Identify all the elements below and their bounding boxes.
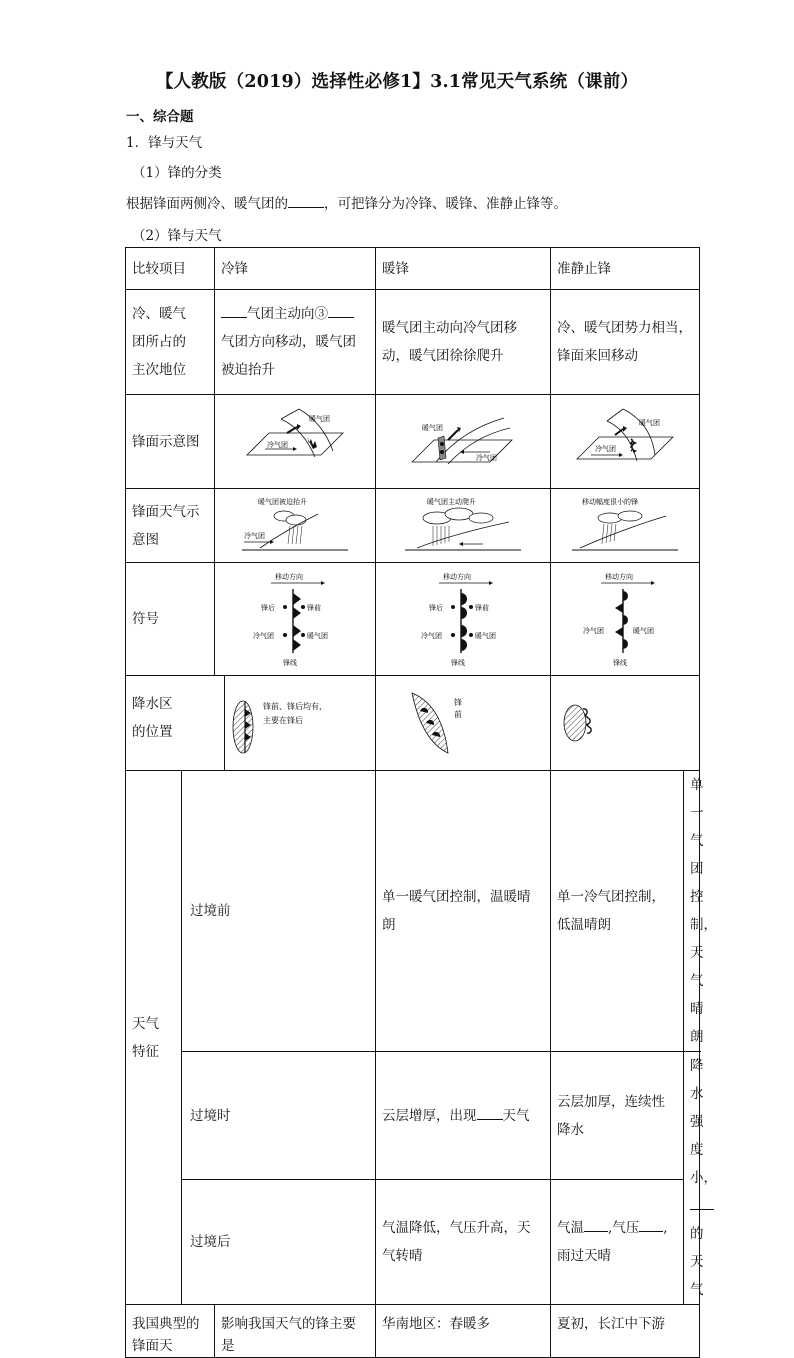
warm-front-symbol — [413, 567, 513, 671]
sub-label: 过境后 — [182, 1180, 376, 1305]
cold-mass-label: 冷气团 — [595, 444, 616, 453]
warm-after-cell — [551, 1180, 684, 1305]
cold-front-diagram-cell — [215, 395, 376, 489]
precip-note: 锋 — [454, 698, 462, 707]
table-row — [126, 489, 700, 563]
table-row — [126, 248, 700, 290]
cold-mass-label: 冷气团 — [253, 632, 274, 640]
row-label: 我国典型的锋面天 — [126, 1305, 215, 1358]
header-cell: 暖锋 — [376, 248, 551, 290]
warm-mass-label: 暖气团 — [633, 627, 654, 635]
cell-text: 低温晴朗 — [557, 917, 611, 933]
diagram-caption: 暖气团主动爬升 — [427, 497, 476, 506]
warm-front-diagram-cell — [376, 395, 551, 489]
subquestion-1: （1）锋的分类 — [132, 165, 222, 181]
sentence-part: ，可把锋分为冷锋、暖锋、准静止锋等。 — [324, 196, 567, 212]
front-label: 锋前 — [475, 604, 489, 612]
cell-text: 锋面来回移动 — [557, 348, 638, 364]
stationary-front-weather-diagram-cell — [551, 489, 700, 563]
front-line-label: 锋线 — [451, 659, 465, 667]
stationary-front-weather-diagram — [570, 494, 680, 558]
cold-front-weather-diagram-cell — [215, 489, 376, 563]
answer-blank[interactable] — [477, 1107, 503, 1120]
header-cell: 冷锋 — [215, 248, 376, 290]
cold-during-cell — [376, 1052, 551, 1180]
answer-blank[interactable] — [221, 305, 247, 318]
cold-mass-label: 冷气团 — [421, 632, 442, 640]
front-classification-sentence — [126, 192, 567, 212]
cold-front-position-cell — [215, 290, 376, 395]
cell-text: 降水 — [557, 1121, 584, 1138]
stationary-typical-cell: 夏初，长江中下游 — [551, 1305, 700, 1358]
stationary-front-diagram-cell — [551, 395, 700, 489]
front-label: 锋前 — [307, 604, 321, 612]
cold-front-precip-cell — [225, 676, 375, 770]
diagram-caption: 暖气团被迫抬升 — [258, 497, 307, 506]
stationary-front-symbol — [575, 567, 675, 671]
stationary-front-precip-diagram — [557, 693, 597, 753]
table-row — [126, 1052, 700, 1180]
cell-text: 单一冷气团控制， — [557, 889, 665, 905]
cold-front-symbol — [245, 567, 345, 671]
answer-blank[interactable] — [690, 1197, 714, 1210]
precip-note: 主要在锋后 — [263, 716, 303, 725]
label-line: 特征 — [132, 1043, 159, 1060]
cell-text: , — [663, 1220, 668, 1237]
behind-label: 锋后 — [261, 604, 275, 612]
warm-front-precip-diagram — [398, 683, 528, 763]
warm-front-diagram — [408, 402, 518, 482]
row-label — [126, 290, 215, 395]
warm-front-weather-diagram-cell — [376, 489, 551, 563]
warm-front-symbol-cell — [376, 563, 551, 676]
cell-text: ,气压 — [608, 1220, 640, 1237]
row-label: 锋面示意图 — [126, 395, 215, 489]
answer-blank[interactable] — [288, 195, 324, 208]
header-cell: 比较项目 — [126, 248, 215, 290]
precip-row-label-and-cold — [126, 676, 376, 771]
label-line: 锋面天气示 — [132, 503, 200, 520]
warm-mass-label: 暖气团 — [309, 414, 330, 423]
warm-mass-label: 暖气团 — [639, 418, 660, 427]
warm-front-position-cell — [376, 290, 551, 395]
cell-text: 气温降低，气压升高，天 — [382, 1220, 531, 1237]
cold-front-diagram — [245, 403, 345, 481]
cell-text: 降水强度小， — [690, 1058, 717, 1186]
label-line: 主次地位 — [132, 362, 186, 378]
stationary-before-cell — [684, 771, 717, 1052]
label-line: 意图 — [132, 531, 159, 548]
cold-mass-label: 冷气团 — [583, 627, 604, 635]
cell-text: 动，暖气团徐徐爬升 — [382, 348, 504, 364]
cell-text: 制，天气晴朗 — [690, 917, 717, 1045]
header-cell: 准静止锋 — [551, 248, 700, 290]
stationary-front-diagram — [575, 403, 675, 481]
warm-front-precip-cell — [376, 676, 551, 771]
cold-mass-label: 冷气团 — [476, 453, 497, 462]
row-label — [126, 676, 225, 770]
cold-front-weather-diagram — [240, 494, 350, 558]
cold-typical-cell: 影响我国天气的锋主要是 — [215, 1305, 376, 1358]
cold-mass-label: 冷气团 — [244, 531, 265, 540]
row-label — [126, 771, 182, 1305]
stationary-during-cell — [684, 1052, 717, 1305]
move-direction-label: 移动方向 — [275, 573, 303, 581]
table-row — [126, 771, 700, 1052]
label-line: 天气 — [132, 1015, 159, 1032]
section-heading: 一、综合题 — [126, 109, 194, 125]
stationary-front-precip-cell — [551, 676, 700, 771]
cell-text: 朗 — [382, 917, 396, 933]
stationary-front-position-cell — [551, 290, 700, 395]
behind-label: 锋后 — [429, 604, 443, 612]
warm-during-cell — [551, 1052, 684, 1180]
cell-text: 气团方向移动，暖气团 — [221, 334, 356, 350]
warm-mass-label: 暖气团 — [475, 632, 496, 640]
label-line: 降水区 — [132, 696, 173, 712]
cold-mass-label: 冷气团 — [267, 440, 288, 449]
cell-text: 天气 — [502, 1107, 530, 1124]
cell-text: 气温 — [557, 1220, 584, 1237]
cold-front-precip-diagram — [225, 683, 375, 763]
cell-text: 暖气团主动向冷气团移 — [382, 320, 517, 336]
stationary-front-symbol-cell — [551, 563, 700, 676]
cell-text: 的天气 — [690, 1226, 704, 1298]
warm-front-weather-diagram — [403, 494, 523, 558]
subquestion-2: （2）锋与天气 — [132, 228, 222, 244]
answer-blank[interactable] — [584, 1219, 608, 1232]
cell-text: 云层增厚，出现 — [382, 1107, 477, 1124]
cell-text: 气转晴 — [382, 1248, 423, 1265]
label-line: 团所占的 — [132, 334, 186, 350]
table-row — [126, 563, 700, 676]
answer-blank[interactable] — [328, 305, 354, 318]
cell-text: 冷、暖气团势力相当， — [557, 320, 692, 336]
front-line-label: 锋线 — [613, 659, 627, 667]
cold-front-symbol-cell — [215, 563, 376, 676]
table-row — [126, 1305, 700, 1358]
diagram-caption: 移动幅度很小的锋 — [582, 497, 638, 506]
front-line-label: 锋线 — [283, 659, 297, 667]
page-title: 【人教版（2019）选择性必修1】3.1常见天气系统（课前） — [155, 72, 639, 92]
cell-text: 气团主动向③ — [247, 306, 328, 322]
cell-text: 单一气团控 — [690, 777, 704, 905]
label-line: 冷、暖气 — [132, 306, 186, 322]
table-row — [126, 290, 700, 395]
move-direction-label: 移动方向 — [605, 573, 633, 581]
precip-note: 锋前、锋后均有， — [263, 702, 327, 711]
cell-text: 云层加厚，连续性 — [557, 1093, 665, 1110]
table-row — [126, 395, 700, 489]
cold-before-cell — [376, 771, 551, 1052]
table-row — [126, 676, 700, 771]
warm-before-cell — [551, 771, 684, 1052]
cell-text: 被迫抬升 — [221, 362, 275, 378]
sentence-part: 根据锋面两侧冷、暖气团的 — [126, 196, 288, 212]
warm-mass-label: 暖气团 — [422, 423, 443, 432]
row-label: 符号 — [126, 563, 215, 676]
warm-typical-cell: 华南地区：春暖多 — [376, 1305, 551, 1358]
cell-text: 雨过天晴 — [557, 1248, 611, 1265]
table-row — [126, 1180, 700, 1305]
label-line: 的位置 — [132, 724, 173, 740]
answer-blank[interactable] — [639, 1219, 663, 1232]
question-title: 1．锋与天气 — [126, 135, 203, 151]
front-weather-table — [125, 247, 717, 1358]
precip-note: 前 — [454, 710, 462, 719]
row-label — [126, 489, 215, 563]
move-direction-label: 移动方向 — [443, 573, 471, 581]
sub-label: 过境时 — [182, 1052, 376, 1180]
sub-label: 过境前 — [182, 771, 376, 1052]
cold-after-cell — [376, 1180, 551, 1305]
cell-text: 单一暖气团控制，温暖晴 — [382, 889, 531, 905]
warm-mass-label: 暖气团 — [307, 632, 328, 640]
